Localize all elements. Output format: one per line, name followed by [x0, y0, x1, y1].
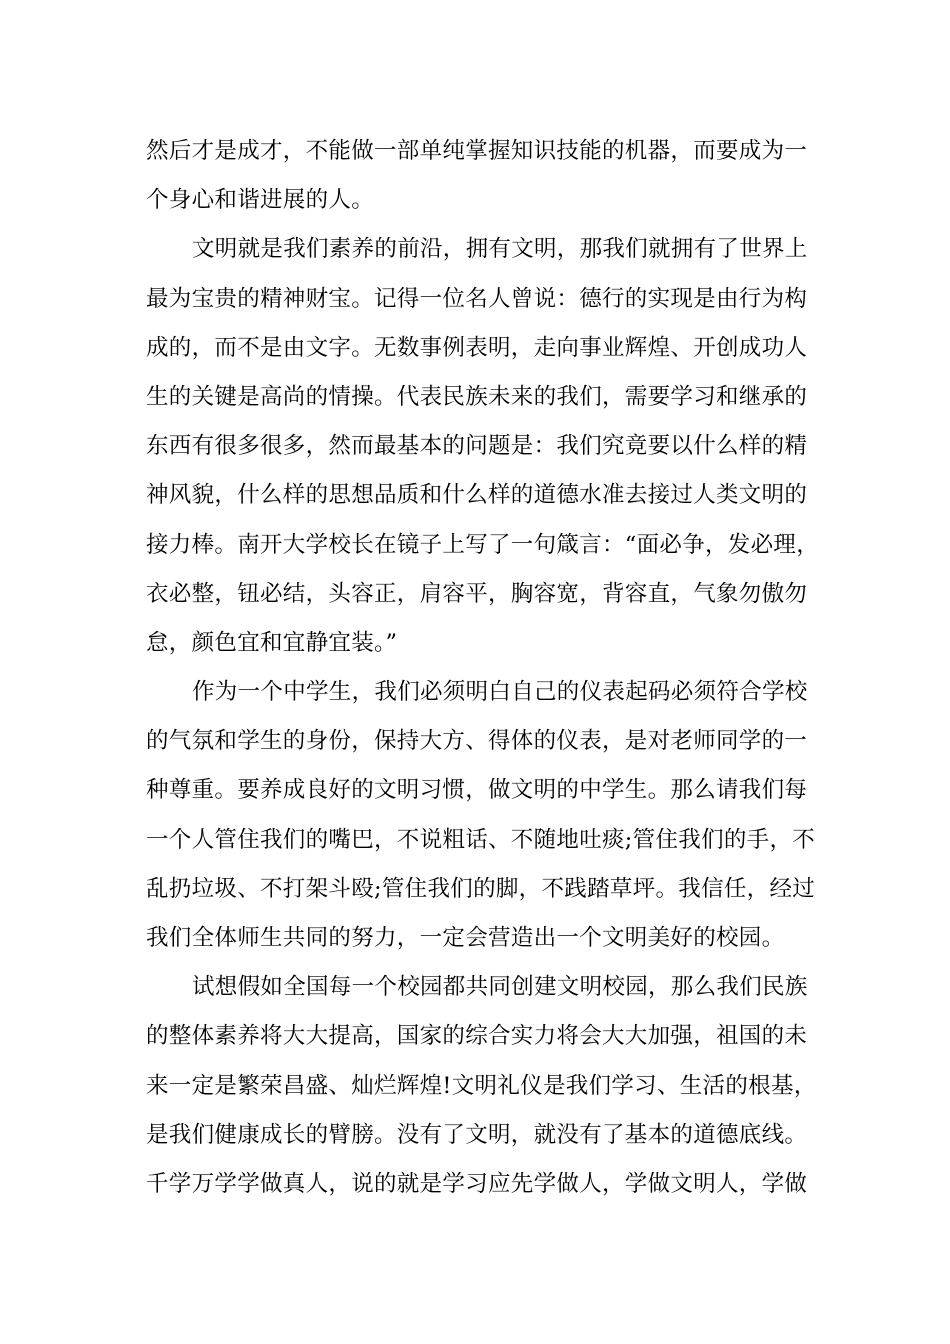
- text-line: 的整体素养将大大提高，国家的综合实力将会大大加强，祖国的未: [146, 1023, 808, 1050]
- text-line: 然后才是成才，不能做一部单纯掌握知识技能的机器，而要成为一: [146, 138, 808, 164]
- text-line: 生的关键是高尚的情操。代表民族未来的我们，需要学习和继承的: [146, 383, 808, 410]
- paragraph-first-line: 作为一个中学生，我们必须明白自己的仪表起码必须符合学校: [192, 679, 808, 706]
- text-line: 最为宝贵的精神财宝。记得一位名人曾说：德行的实现是由行为构: [146, 285, 808, 312]
- text-line: 接力棒。南开大学校长在镜子上写了一句箴言：“面必争，发必理，: [146, 531, 820, 558]
- text-line: 一个人管住我们的嘴巴，不说粗话、不随地吐痰;管住我们的手，不: [146, 826, 816, 853]
- text-line: 成的，而不是由文字。无数事例表明，走向事业辉煌、开创成功人: [146, 334, 808, 361]
- text-line: 我们全体师生共同的努力，一定会营造出一个文明美好的校园。: [146, 925, 785, 951]
- body-text: [146, 127, 826, 1209]
- text-line: 千学万学学做真人，说的就是学习应先学做人，学做文明人，学做: [146, 1170, 808, 1197]
- text-line: 的气氛和学生的身份，保持大方、得体的仪表，是对老师同学的一: [146, 728, 808, 755]
- text-line: 乱扔垃圾、不打架斗殴;管住我们的脚，不践踏草坪。我信任，经过: [146, 875, 816, 902]
- text-line: 是我们健康成长的臂膀。没有了文明，就没有了基本的道德底线。: [146, 1121, 808, 1148]
- text-line: 来一定是繁荣昌盛、灿烂辉煌!文明礼仪是我们学习、生活的根基，: [146, 1072, 817, 1099]
- text-line: 神风貌，什么样的思想品质和什么样的道德水准去接过人类文明的: [146, 482, 808, 509]
- text-line: 怠，颜色宜和宜静宜装。”: [146, 629, 398, 656]
- text-line: 东西有很多很多，然而最基本的问题是：我们究竟要以什么样的精: [146, 433, 808, 460]
- paragraph-first-line: 文明就是我们素养的前沿，拥有文明，那我们就拥有了世界上: [192, 236, 808, 263]
- text-line: 衣必整，钮必结，头容正，肩容平，胸容宽，背容直，气象勿傲勿: [146, 580, 808, 607]
- text-line: 个身心和谐进展的人。: [146, 187, 375, 214]
- paragraph-first-line: 试想假如全国每一个校园都共同创建文明校园，那么我们民族: [192, 974, 808, 1001]
- text-line: 种尊重。要养成良好的文明习惯，做文明的中学生。那么请我们每: [146, 777, 808, 804]
